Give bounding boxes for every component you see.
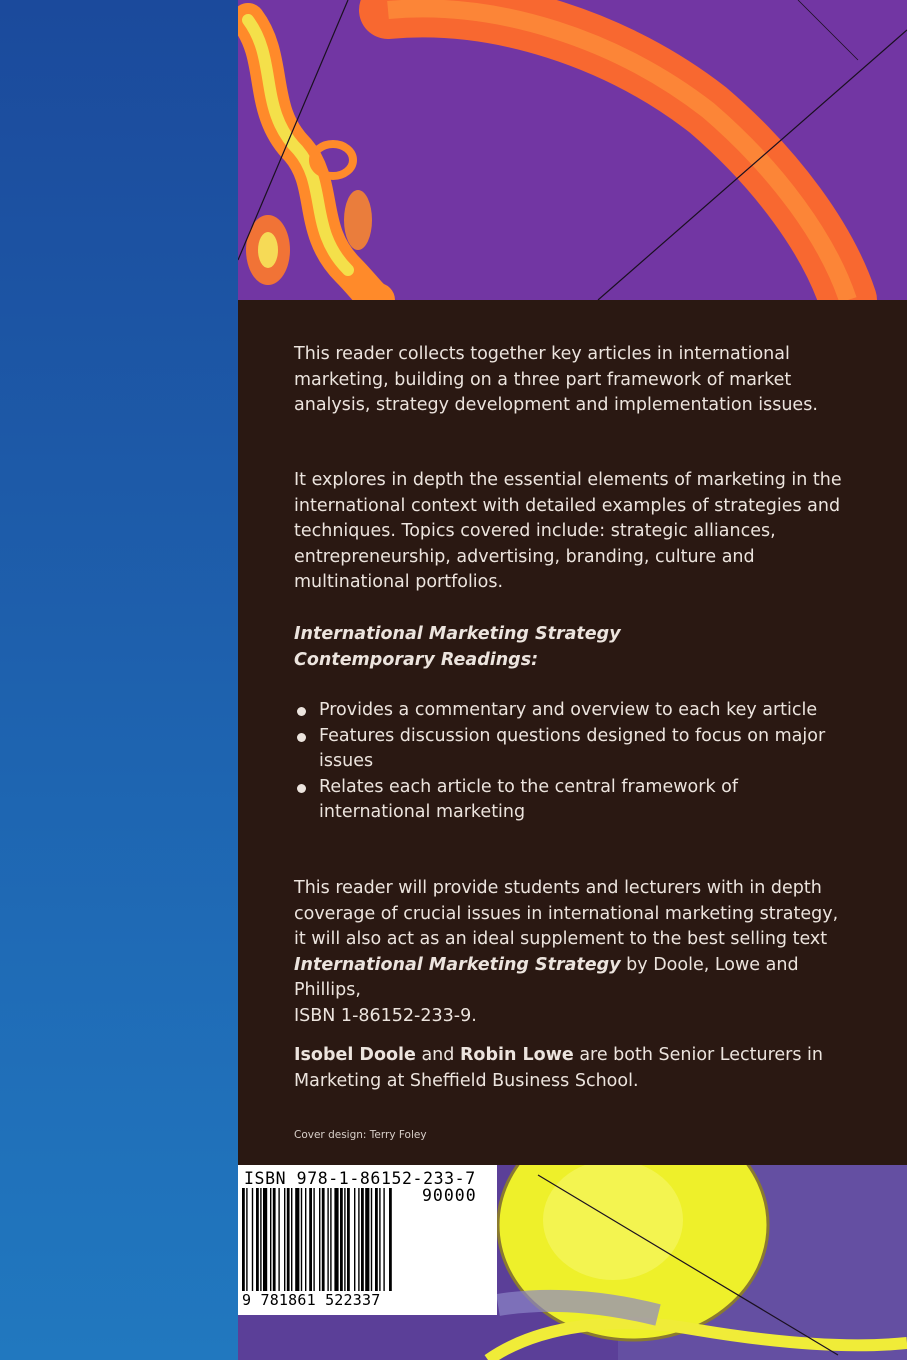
isbn-text: ISBN 978-1-86152-233-7 xyxy=(244,1169,476,1188)
barcode-bars xyxy=(242,1188,418,1291)
text-panel xyxy=(238,300,907,1165)
author-name-2: Robin Lowe xyxy=(459,1045,574,1065)
audience-paragraph xyxy=(294,876,854,1029)
cover-artwork-top xyxy=(238,0,907,300)
price-code: 90000 xyxy=(422,1186,477,1205)
related-isbn: ISBN 1-86152-233-9. xyxy=(294,1005,477,1026)
audience-text: This reader will provide students and lecturers with in depth coverage of crucial issues in international marketing strategy, it will also act as an ideal supplement to the best selling text xyxy=(294,878,839,949)
series-heading xyxy=(294,622,854,673)
series-heading-line-1: International Marketing Strategy xyxy=(294,624,621,644)
author-bio xyxy=(294,1043,854,1094)
feature-item: Features discussion questions designed to focus on major issues xyxy=(294,724,834,775)
series-heading-line-2: Contemporary Readings: xyxy=(294,649,539,670)
barcode-label xyxy=(238,1165,497,1315)
feature-item: Provides a commentary and overview to each key article xyxy=(294,698,834,724)
author-name-1: Isobel Doole xyxy=(294,1045,416,1065)
spine-gradient xyxy=(0,0,238,1360)
author-joiner: and xyxy=(415,1045,460,1065)
feature-item: Relates each article to the central framework of international marketing xyxy=(294,775,834,826)
ean-digits: 9 781861 522337 xyxy=(242,1291,381,1309)
audience-authors: by Doole, Lowe and Phillips, xyxy=(294,954,799,1000)
intro-paragraph: This reader collects together key articles in international marketing, building on a three part framework of market analysis, strategy development and implementation issues. xyxy=(294,344,818,415)
author-bio-text: are both Senior Lecturers in Marketing at Sheffield Business School. xyxy=(294,1045,823,1091)
topics-paragraph: It explores in depth the essential elements of marketing in the international context with detailed examples of strategies and techniques. Topics covered include: strategic alliances, entrepreneurship, advertising, branding, culture and multinational portfolios. xyxy=(294,470,842,592)
book-title-reference: International Marketing Strategy xyxy=(294,954,621,975)
cover-design-credit: Cover design: Terry Foley xyxy=(294,1129,427,1141)
feature-list xyxy=(294,698,834,826)
